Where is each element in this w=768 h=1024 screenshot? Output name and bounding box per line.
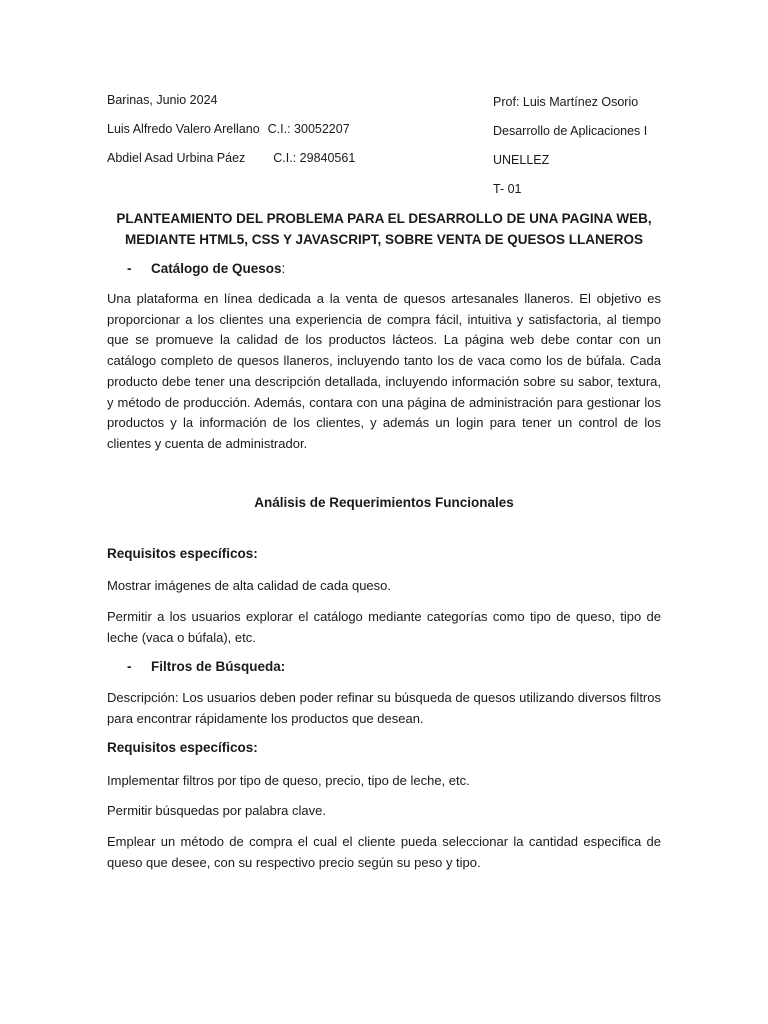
student2-name: Abdiel Asad Urbina Páez xyxy=(107,151,246,165)
header-date: Barinas, Junio 2024 xyxy=(107,93,218,107)
student2-row xyxy=(107,150,355,179)
filters-description: Descripción: Los usuarios deben poder refinar su búsqueda de quesos utilizando diversos filtros para encontrar rápidamente los productos que desean. xyxy=(107,690,661,726)
header-date-row xyxy=(107,92,355,121)
analysis-title: Análisis de Requerimientos Funcionales xyxy=(254,495,514,510)
student1-ci: C.I.: 30052207 xyxy=(267,122,350,136)
catalog-heading-text: Catálogo de Quesos xyxy=(151,261,282,276)
filters-heading-text: Filtros de Búsqueda: xyxy=(151,659,286,674)
filters-bullet-dash: - xyxy=(127,659,132,674)
requirement-2-item-2: Permitir búsquedas por palabra clave. xyxy=(107,803,326,818)
requirement-1-item-1: Mostrar imágenes de alta calidad de cada queso. xyxy=(107,578,392,593)
student1-row xyxy=(107,121,355,150)
header-left-block xyxy=(107,92,355,179)
requirements-heading-1: Requisitos específicos: xyxy=(107,546,258,561)
filters-heading xyxy=(127,659,285,674)
catalog-paragraph: Una plataforma en línea dedicada a la venta de quesos artesanales llaneros. El objetivo es proporcionar a los clientes una experiencia de compra fácil, intuitiva y satisfactoria, al tiempo que se promueve la calidad de los productos lácteos. La página web debe contar con un catálogo completo de quesos llaneros, incluyendo tanto los de vaca como los de búfala. Cada producto debe tener una descripción detallada, incluyendo información sobre su sabor, textura, y método de producción. Además, contara con una página de administración para gestionar los productos y la información de los clientes, y además un login para tener un control de los clientes y cuenta de administrador. xyxy=(107,291,661,451)
requirement-1-item-2: Permitir a los usuarios explorar el catálogo mediante categorías como tipo de queso, tipo de leche (vaca o búfala), etc. xyxy=(107,609,661,645)
student2-ci: C.I.: 29840561 xyxy=(273,151,356,165)
requirement-2-item-1: Implementar filtros por tipo de queso, precio, tipo de leche, etc. xyxy=(107,773,470,788)
document-title xyxy=(107,208,661,250)
header-section: T- 01 xyxy=(493,182,522,196)
document-title-line1: PLANTEAMIENTO DEL PROBLEMA PARA EL DESARROLLO DE UNA PAGINA WEB, xyxy=(116,211,652,226)
student1-name: Luis Alfredo Valero Arellano xyxy=(107,122,260,136)
catalog-bullet-dash: - xyxy=(127,261,132,276)
header-university: UNELLEZ xyxy=(493,153,550,167)
header-course: Desarrollo de Aplicaciones I xyxy=(493,124,648,138)
header-right-block xyxy=(493,94,647,210)
requirements-heading-2: Requisitos específicos: xyxy=(107,740,258,755)
header-professor: Prof: Luis Martínez Osorio xyxy=(493,95,639,109)
catalog-heading-colon: : xyxy=(281,261,286,276)
requirement-2-item-3: Emplear un método de compra el cual el cliente pueda seleccionar la cantidad especifica de queso que desee, con su respectivo precio según su peso y tipo. xyxy=(107,834,661,870)
document-title-line2: MEDIANTE HTML5, CSS Y JAVASCRIPT, SOBRE VENTA DE QUESOS LLANEROS xyxy=(124,232,644,247)
catalog-heading xyxy=(127,261,285,276)
